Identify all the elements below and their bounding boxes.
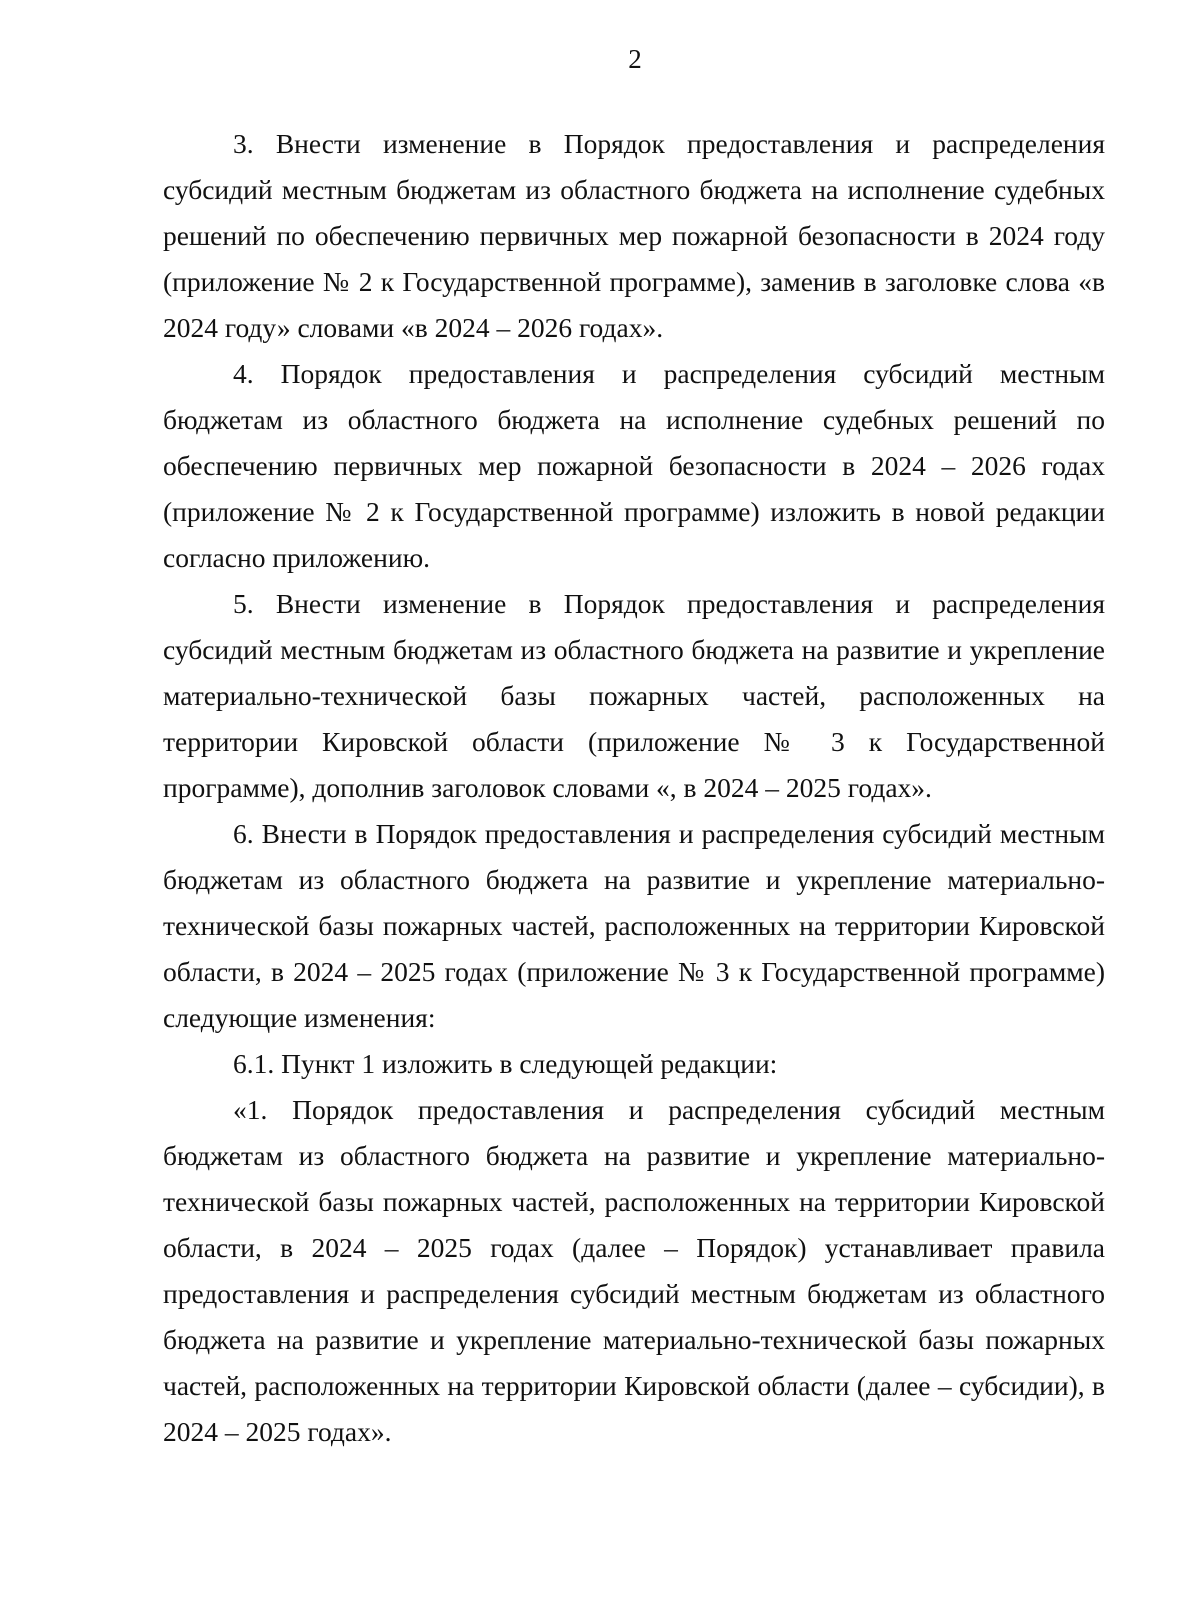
paragraph-3: 3. Внести изменение в Порядок предоставления и распределения субсидий местным бюджетам из областного бюджета на исполнение судебных решений по обеспечению первичных мер пожарной безопасности в 2024 году (приложение № 2 к Государственной программе), заменив в заголовке слова «в 2024 году» словами «в 2024 – 2026 годах».: [163, 128, 1105, 343]
document-body: [163, 121, 1105, 1455]
paragraph-6: 6. Внести в Порядок предоставления и распределения субсидий местным бюджетам из областного бюджета на развитие и укрепление материально-технической базы пожарных частей, расположенных на территории Кировской области, в 2024 – 2025 годах (приложение № 3 к Государственной программе) следующие изменения:: [163, 818, 1105, 1033]
paragraph-6-1: 6.1. Пункт 1 изложить в следующей редакции:: [233, 1048, 778, 1079]
paragraph-4: 4. Порядок предоставления и распределения субсидий местным бюджетам из областного бюджета на исполнение судебных решений по обеспечению первичных мер пожарной безопасности в 2024 – 2026 годах (приложение № 2 к Государственной программе) изложить в новой редакции согласно приложению.: [163, 358, 1105, 573]
paragraph-5: 5. Внести изменение в Порядок предоставления и распределения субсидий местным бюджетам из областного бюджета на развитие и укрепление материально-технической базы пожарных частей, расположенных на территории Кировской области (приложение № 3 к Государственной программе), дополнив заголовок словами «, в 2024 – 2025 годах».: [163, 588, 1105, 803]
paragraph-quoted-point-1: «1. Порядок предоставления и распределения субсидий местным бюджетам из областного бюджета на развитие и укрепление материально-технической базы пожарных частей, расположенных на территории Кировской области, в 2024 – 2025 годах (далее – Порядок) устанавливает правила предоставления и распределения субсидий местным бюджетам из областного бюджета на развитие и укрепление материально-технической базы пожарных частей, расположенных на территории Кировской области (далее – субсидии), в 2024 – 2025 годах».: [163, 1094, 1105, 1447]
page-number: 2: [628, 44, 642, 74]
